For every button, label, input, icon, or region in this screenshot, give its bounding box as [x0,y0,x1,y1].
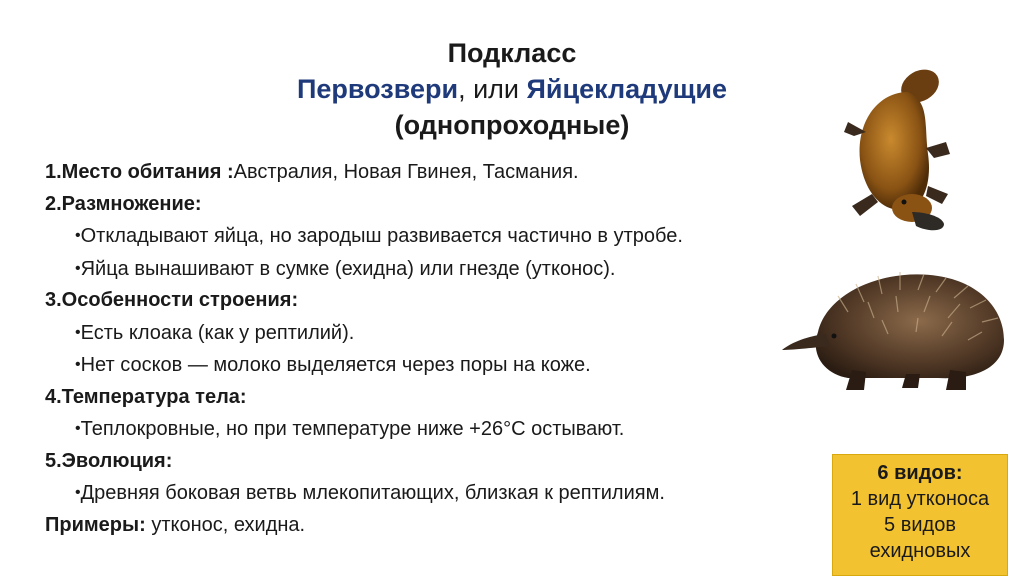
echidna-image [778,262,1014,392]
structure-bullet-1 [45,317,825,350]
title-connector: , или [458,74,527,104]
structure-heading: 3.Особенности строения: [45,289,299,311]
reproduction-bullet-1 [45,220,825,253]
title-line-1: Подкласс [447,38,577,68]
bullet-text: Откладывают яйца, но зародыш развивается частично в утробе. [80,225,683,247]
evolution-bullet-1 [45,477,825,510]
bullet-icon: • [75,227,81,244]
habitat-text: Австралия, Новая Гвинея, Тасмания. [233,161,579,183]
temperature-bullet-1 [45,413,825,446]
evolution-heading: 5.Эволюция: [45,449,173,472]
bullet-text: Древняя боковая ветвь млекопитающих, близкая к рептилиям. [80,482,665,504]
bullet-icon: • [75,484,81,501]
title-line-3: (однопроходные) [394,110,630,140]
habitat-row [45,157,825,189]
bullet-icon: • [75,323,81,341]
species-echidna-label: ехидновых [869,540,971,562]
examples-heading: Примеры: [45,513,146,536]
bullet-icon: • [75,259,81,277]
bullet-icon: • [75,356,81,373]
species-count-box [832,454,1008,576]
bullet-text: Нет сосков — молоко выделяется через поры на коже. [80,354,591,376]
structure-bullet-2 [45,349,825,382]
examples-text: утконос, ехидна. [145,513,306,536]
bullet-text: Теплокровные, но при температуре ниже +26°C остывают. [80,418,625,440]
title-term-2: Яйцекладущие [526,74,728,104]
examples-row [45,510,825,542]
bullet-text: Есть клоака (как у рептилий). [80,321,355,344]
reproduction-bullet-2 [45,253,825,286]
species-total: 6 видов: [877,462,963,484]
species-platypus: 1 вид утконоса [850,488,990,510]
reproduction-heading: 2.Размножение: [45,192,202,215]
bullet-icon: • [75,420,81,437]
content-list [45,157,825,541]
platypus-image [838,62,956,234]
species-echidna-count: 5 видов [884,514,956,536]
bullet-text: Яйца вынашивают в сумке (ехидна) или гнезде (утконос). [80,257,616,280]
temperature-heading: 4.Температура тела: [45,385,247,408]
habitat-heading: 1.Место обитания : [45,161,234,183]
title-term-1: Первозвери [296,74,459,104]
